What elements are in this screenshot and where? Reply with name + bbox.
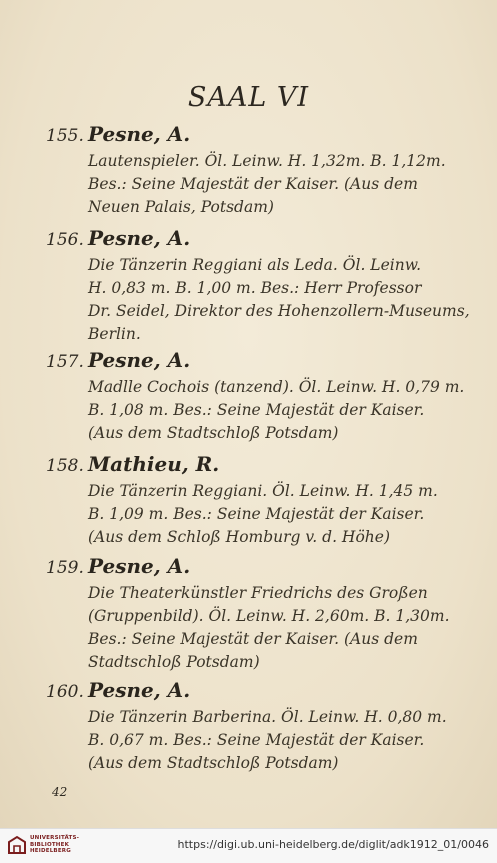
entry-description-line: B. 0,67 m. Bes.: Seine Majestät der Kaiser.	[88, 731, 425, 749]
library-name-line: BIBLIOTHEK	[30, 841, 70, 848]
entry-description-line: Die Tänzerin Reggiani als Leda. Öl. Leinw.	[88, 256, 422, 274]
entry-description-line: (Aus dem Stadtschloß Potsdam)	[88, 754, 339, 772]
entry-number: 157.	[46, 352, 84, 372]
entry-description-line: Madlle Cochois (tanzend). Öl. Leinw. H. 0,79 m.	[88, 378, 465, 396]
entry-description-line: Bes.: Seine Majestät der Kaiser. (Aus dem	[88, 630, 418, 648]
entry-number: 156.	[46, 230, 84, 250]
entry-artist: Mathieu, R.	[88, 452, 220, 476]
entry-description-line: Die Tänzerin Reggiani. Öl. Leinw. H. 1,45 m.	[88, 482, 438, 500]
entry-description-line: (Gruppenbild). Öl. Leinw. H. 2,60m. B. 1,30m.	[88, 607, 450, 625]
footer-bar	[0, 828, 497, 863]
entry-number: 155.	[46, 126, 84, 146]
entry-description-line: B. 1,09 m. Bes.: Seine Majestät der Kaiser.	[88, 505, 425, 523]
entry-artist: Pesne, A.	[88, 678, 191, 702]
entry-number: 160.	[46, 682, 84, 702]
page-number: 42	[52, 785, 68, 799]
library-name-line: UNIVERSITÄTS-	[30, 835, 80, 841]
page-title: SAAL VI	[187, 82, 310, 113]
entry-description-line: Die Theaterkünstler Friedrichs des Großen	[88, 584, 428, 602]
entry-description-line: Lautenspieler. Öl. Leinw. H. 1,32m. B. 1,12m.	[88, 152, 446, 170]
library-name	[30, 835, 79, 855]
entry-number: 158.	[46, 456, 84, 476]
entry-artist: Pesne, A.	[88, 554, 191, 578]
entry-description-line: Berlin.	[88, 325, 141, 343]
entry-artist: Pesne, A.	[88, 226, 191, 250]
entry-artist: Pesne, A.	[88, 348, 191, 372]
source-url-link[interactable]: https://digi.ub.uni-heidelberg.de/diglit/adk1912_01/0046	[177, 838, 489, 851]
entry-description-line: (Aus dem Stadtschloß Potsdam)	[88, 424, 339, 442]
library-logo-icon	[6, 834, 28, 856]
entry-description-line: H. 0,83 m. B. 1,00 m. Bes.: Herr Professor	[88, 279, 422, 297]
entry-artist: Pesne, A.	[88, 122, 191, 146]
entry-description-line: (Aus dem Schloß Homburg v. d. Höhe)	[88, 528, 390, 546]
entry-description-line: B. 1,08 m. Bes.: Seine Majestät der Kaiser.	[88, 401, 425, 419]
entry-description-line: Die Tänzerin Barberina. Öl. Leinw. H. 0,80 m.	[88, 708, 447, 726]
entry-description-line: Stadtschloß Potsdam)	[88, 653, 260, 671]
entry-description-line: Neuen Palais, Potsdam)	[88, 198, 274, 216]
entry-description-line: Bes.: Seine Majestät der Kaiser. (Aus dem	[88, 175, 418, 193]
entry-number: 159.	[46, 558, 84, 578]
entry-description-line: Dr. Seidel, Direktor des Hohenzollern-Museums,	[88, 302, 470, 320]
library-name-line: HEIDELBERG	[30, 848, 71, 854]
